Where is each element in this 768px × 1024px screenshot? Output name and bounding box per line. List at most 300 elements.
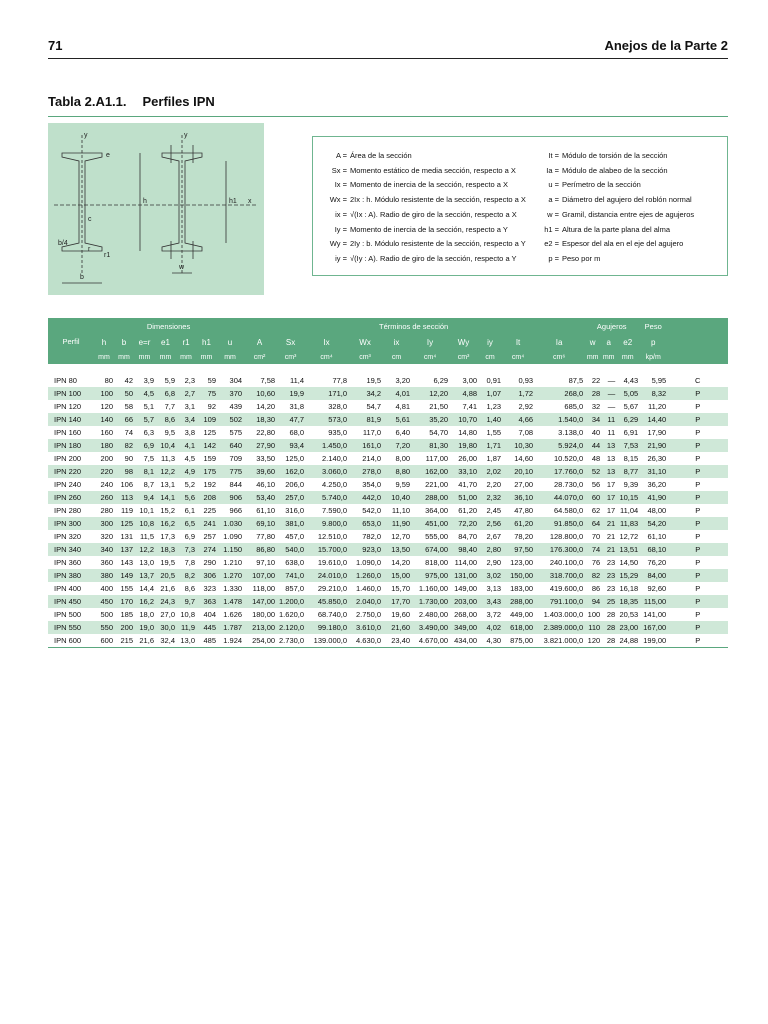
table-cell: 180 (94, 439, 114, 452)
profile-name-cell: IPN 260 (48, 491, 94, 504)
table-cell: 100 (94, 387, 114, 400)
table-cell: 241 (196, 517, 217, 530)
table-cell: 1.270 (217, 569, 243, 582)
table-cell: 323 (203, 584, 216, 593)
table-cell: 381,0 (276, 517, 305, 530)
table-row (48, 413, 728, 426)
table-cell: 3,00 (462, 376, 478, 385)
table-cell: 3.060,0 (305, 465, 348, 478)
table-cell: 20,53 (619, 610, 639, 619)
table-cell: 3,1 (184, 402, 195, 411)
table-cell: 316,0 (285, 506, 305, 515)
table-row (48, 621, 728, 634)
table-cell: 23 (606, 584, 616, 593)
table-cell: 39,60 (243, 465, 276, 478)
column-symbol: Sx (276, 335, 305, 350)
column-unit: kp/m (639, 350, 667, 364)
table-cell: 117,00 (425, 454, 449, 463)
table-cell: — (607, 376, 616, 385)
table-cell: 10.520,0 (553, 454, 584, 463)
table-cell: 14,4 (139, 584, 154, 593)
table-cell: 6,40 (395, 428, 411, 437)
table-cell: 370 (217, 387, 243, 400)
table-cell: 98 (114, 465, 134, 478)
table-cell: 48 (591, 454, 601, 463)
table-cell: 61,10 (256, 506, 276, 515)
table-cell: 114,00 (454, 558, 478, 567)
table-cell: 15,00 (382, 569, 411, 582)
diagram-label: b (80, 274, 84, 281)
table-cell: 75 (196, 387, 217, 400)
table-cell: 10,1 (139, 506, 154, 515)
table-cell: 318.700,0 (534, 569, 584, 582)
table-cell: 935,0 (328, 428, 348, 437)
column-symbol: h1 (196, 335, 217, 350)
title-rule (48, 116, 728, 117)
table-cell: 404 (203, 610, 216, 619)
table-cell: 268,00 (454, 610, 478, 619)
table-cell: 56 (591, 480, 601, 489)
legend-item: A = Área de la sección (335, 151, 412, 160)
table-cell: 77,80 (256, 532, 276, 541)
unit-header-row (48, 350, 728, 364)
symbol-legend (312, 136, 728, 276)
table-cell: 161,0 (348, 439, 382, 452)
column-unit: cm³ (276, 350, 305, 364)
table-cell: 41,70 (458, 480, 478, 489)
table-cell: 54,7 (366, 402, 382, 411)
table-cell: 2.480,00 (418, 610, 449, 619)
table-cell: 5.740,0 (305, 491, 348, 504)
table-cell: 7,5 (143, 454, 154, 463)
table-cell: 58 (124, 402, 133, 411)
table-cell: 13,0 (176, 634, 196, 648)
table-cell: 4,66 (502, 413, 534, 426)
table-cell: 21,6 (160, 584, 175, 593)
table-cell: P (667, 387, 728, 400)
table-cell: 11,5 (139, 532, 154, 541)
table-cell: 2,67 (486, 532, 502, 541)
table-cell: 906 (217, 491, 243, 504)
table-cell: 445 (196, 621, 217, 634)
table-cell: 23,40 (382, 634, 411, 648)
table-cell: 290 (203, 558, 216, 567)
table-cell: 19.610,0 (317, 558, 348, 567)
table-cell: 113 (114, 491, 134, 504)
table-cell: 42 (124, 376, 133, 385)
table-cell: 199,00 (639, 634, 667, 648)
table-cell: 4,9 (176, 465, 196, 478)
table-cell: 8,00 (395, 454, 411, 463)
table-cell: 9.800,0 (305, 517, 348, 530)
table-cell: 214,0 (362, 454, 382, 463)
legend-item: iy = √(Iy : A). Radio de giro de la sección, respecto a Y (335, 253, 517, 263)
table-row (48, 400, 728, 413)
legend-item: Sx = Momento estático de media sección, respecto a X (331, 165, 516, 175)
table-cell: 147,00 (243, 595, 276, 608)
table-cell: 80 (104, 376, 113, 385)
table-cell: 4,02 (478, 621, 502, 634)
diagram-label: x (248, 198, 252, 205)
table-cell: 82 (114, 439, 134, 452)
table-cell: 139.000,0 (305, 634, 348, 648)
column-unit: mm (176, 350, 196, 364)
table-cell: 2,32 (478, 491, 502, 504)
table-cell: 10,70 (449, 413, 478, 426)
table-cell: 170 (114, 595, 134, 608)
table-cell: 2,56 (478, 517, 502, 530)
table-cell: 19,0 (134, 621, 155, 634)
table-row (48, 387, 728, 400)
table-cell: P (667, 634, 728, 648)
table-row (48, 491, 728, 504)
table-cell: 4.670,00 (411, 634, 449, 648)
column-symbol: p (639, 335, 667, 350)
table-cell: 6,29 (433, 376, 449, 385)
table-cell: 13,1 (160, 480, 175, 489)
table-cell: 320 (100, 532, 113, 541)
column-symbol: a (601, 335, 616, 350)
table-cell: 4.250,0 (322, 480, 348, 489)
table-cell: 131 (120, 532, 133, 541)
table-cell: 288,00 (502, 595, 534, 608)
diagram-label: e (106, 152, 110, 159)
table-cell: P (695, 584, 701, 593)
table-cell: 782,0 (362, 532, 382, 541)
column-unit: mm (584, 350, 601, 364)
table-cell: 857,0 (285, 584, 305, 593)
table-cell: 24,3 (155, 595, 176, 608)
table-cell: 9,7 (176, 595, 196, 608)
table-cell: 3,8 (184, 428, 195, 437)
table-cell: 59 (207, 376, 216, 385)
profile-name-cell: IPN 80 (54, 376, 77, 385)
table-cell: 171,0 (305, 387, 348, 400)
table-cell: 775 (217, 465, 243, 478)
table-cell: 10,4 (155, 439, 176, 452)
table-body (48, 374, 728, 648)
table-cell: 10,15 (616, 491, 639, 504)
column-unit: cm³ (449, 350, 478, 364)
table-cell: 97,10 (256, 558, 276, 567)
table-cell: 20,10 (502, 465, 534, 478)
table-cell: 90 (124, 454, 133, 463)
table-cell: 1.090,0 (356, 558, 382, 567)
table-row (48, 426, 728, 439)
table-cell: 8,32 (639, 387, 667, 400)
table-cell: 1.260,0 (348, 569, 382, 582)
table-cell: 8,15 (623, 454, 639, 463)
table-cell: 14,80 (458, 428, 478, 437)
table-cell: 288,00 (411, 491, 449, 504)
table-label: Tabla 2.A1.1. (48, 94, 127, 109)
table-cell: 3,72 (486, 610, 502, 619)
table-cell: 11,20 (648, 402, 667, 411)
table-cell: 1.210 (223, 558, 243, 567)
column-symbol: Ia (534, 335, 584, 350)
table-cell: 19,5 (366, 376, 382, 385)
table-cell: 32,4 (155, 634, 176, 648)
legend-item: Wy = 2Iy : b. Módulo resistente de la sección, respecto a Y (329, 239, 526, 249)
table-cell: 28 (601, 621, 616, 634)
table-cell: 1.090 (223, 532, 243, 541)
table-cell: 92,60 (647, 584, 667, 593)
table-cell: 225 (203, 506, 216, 515)
table-cell: 48,00 (647, 506, 667, 515)
table-cell: P (695, 454, 701, 463)
table-row (48, 439, 728, 452)
table-cell: 4,88 (449, 387, 478, 400)
table-cell: P (667, 439, 728, 452)
table-cell: 240 (100, 480, 113, 489)
table-cell: 1.200,0 (276, 595, 305, 608)
profile-name-cell: IPN 100 (48, 387, 94, 400)
diagram-label: y (84, 132, 88, 139)
table-cell: 11,90 (382, 517, 411, 530)
table-cell: 1.030 (217, 517, 243, 530)
table-cell: 13 (601, 465, 616, 478)
table-cell: 2.389.000,0 (534, 621, 584, 634)
table-cell: 709 (229, 454, 243, 463)
diagram-label: r (88, 246, 91, 253)
table-cell: 17,70 (382, 595, 411, 608)
table-cell: 13 (606, 454, 616, 463)
table-cell: 364,00 (425, 506, 449, 515)
table-row (48, 543, 728, 556)
group-peso: Peso (639, 318, 667, 335)
column-symbol: Iy (411, 335, 449, 350)
table-cell: C (695, 376, 701, 385)
table-cell: 540,0 (276, 543, 305, 556)
table-cell: 26,00 (458, 454, 478, 463)
table-cell: P (695, 480, 701, 489)
legend-item: It = Módulo de torsión de la sección (548, 151, 668, 160)
table-cell: 200 (100, 454, 113, 463)
table-row (48, 452, 728, 465)
table-cell: 400 (100, 584, 113, 593)
column-unit: cm⁴ (305, 350, 348, 364)
table-cell: 82 (584, 569, 601, 582)
diagram-label: b/4 (58, 240, 68, 247)
table-cell: 818,00 (425, 558, 449, 567)
table-cell: 674,00 (411, 543, 449, 556)
table-cell: 257 (203, 532, 216, 541)
column-symbol: w (584, 335, 601, 350)
page-header (48, 38, 728, 59)
table-cell: 304 (229, 376, 243, 385)
table-cell: P (695, 532, 701, 541)
table-cell: 1,55 (486, 428, 502, 437)
table-cell: 11,3 (160, 454, 175, 463)
table-cell: 14,20 (256, 402, 276, 411)
table-cell: 2,3 (184, 376, 195, 385)
table-cell: P (695, 610, 701, 619)
table-cell: 11,83 (616, 517, 639, 530)
table-cell: 215 (114, 634, 134, 648)
i-beam-drawing (48, 123, 264, 295)
table-cell: 28 (606, 610, 616, 619)
table-cell: 685,0 (564, 402, 584, 411)
table-cell: 21,50 (429, 402, 449, 411)
table-cell: 123,00 (510, 558, 534, 567)
table-cell: 451,00 (411, 517, 449, 530)
table-cell: 21 (601, 517, 616, 530)
table-cell: 3.821.000,0 (534, 634, 584, 648)
section-title: Anejos de la Parte 2 (604, 38, 728, 53)
table-cell: 183,00 (510, 584, 534, 593)
table-cell: 274 (196, 543, 217, 556)
table-cell: 77,8 (332, 376, 348, 385)
table-cell: 8,2 (176, 569, 196, 582)
table-row (48, 634, 728, 648)
table-cell: 74 (584, 543, 601, 556)
table-cell: 2,92 (518, 402, 534, 411)
table-cell: 86 (591, 584, 601, 593)
legend-left-column (321, 149, 541, 267)
table-cell: P (667, 569, 728, 582)
table-cell: 23 (601, 569, 616, 582)
table-cell: 2,02 (478, 465, 502, 478)
group-terminos: Términos de sección (243, 318, 584, 335)
table-cell: 1.460,0 (356, 584, 382, 593)
table-cell: P (667, 595, 728, 608)
table-cell: 33,50 (256, 454, 276, 463)
diagram-label: r1 (104, 252, 111, 259)
table-cell: 128.800,0 (549, 532, 584, 541)
table-cell: 29.210,0 (317, 584, 348, 593)
table-cell: 254,00 (243, 634, 276, 648)
table-cell: 21,6 (134, 634, 155, 648)
table-cell: 2,7 (176, 387, 196, 400)
table-cell: 4.630,0 (348, 634, 382, 648)
table-cell: 25 (601, 595, 616, 608)
table-cell: 137 (114, 543, 134, 556)
table-cell: 92 (207, 402, 216, 411)
table-cell: 10,60 (243, 387, 276, 400)
table-cell: 118,00 (252, 584, 276, 593)
table-cell: 1.924 (217, 634, 243, 648)
table-cell: 1,71 (478, 439, 502, 452)
diagram-label: y (184, 132, 188, 139)
table-cell: 8,1 (134, 465, 155, 478)
table-cell: 62 (591, 506, 601, 515)
table-cell: 125 (114, 517, 134, 530)
table-cell: 7,53 (616, 439, 639, 452)
table-cell: 17,3 (160, 532, 175, 541)
table-cell: 86,80 (243, 543, 276, 556)
table-cell: 7,41 (462, 402, 478, 411)
table-cell: 6,5 (176, 517, 196, 530)
table-cell: 550 (94, 621, 114, 634)
legend-right-column (535, 149, 725, 267)
table-cell: P (695, 402, 701, 411)
col-perfil: Perfil (48, 318, 94, 364)
table-cell: 3.490,00 (411, 621, 449, 634)
profile-name-cell: IPN 400 (54, 584, 82, 593)
column-unit: cm³ (348, 350, 382, 364)
column-symbol: ix (382, 335, 411, 350)
profile-name-cell: IPN 180 (48, 439, 94, 452)
profile-name-cell: IPN 240 (54, 480, 82, 489)
diagram-label: h (143, 198, 147, 205)
table-row (48, 569, 728, 582)
table-cell: 555,00 (425, 532, 449, 541)
table-cell: 439 (229, 402, 243, 411)
table-cell: 76,20 (647, 558, 667, 567)
page-number: 71 (48, 38, 63, 53)
table-cell: 1.787 (217, 621, 243, 634)
column-unit: mm (196, 350, 217, 364)
table-cell: 11 (607, 428, 616, 437)
table-cell: 2.040,0 (348, 595, 382, 608)
table-cell: 12,2 (134, 543, 155, 556)
table-cell: 31,10 (639, 465, 667, 478)
table-cell: 34,2 (348, 387, 382, 400)
table-cell: 450 (94, 595, 114, 608)
table-cell: 41,90 (639, 491, 667, 504)
table-cell: 10,8 (180, 610, 195, 619)
table-cell: 143 (120, 558, 133, 567)
column-symbol: Ix (305, 335, 348, 350)
table-cell: P (667, 465, 728, 478)
table-cell: 12,20 (411, 387, 449, 400)
column-unit: mm (134, 350, 155, 364)
table-cell: 109 (196, 413, 217, 426)
table-row (48, 478, 728, 491)
table-cell: 14,60 (514, 454, 534, 463)
table-cell: 1.620,0 (279, 610, 305, 619)
table-cell: 9,39 (623, 480, 639, 489)
table-cell: 14,20 (391, 558, 411, 567)
table-cell: 844 (229, 480, 243, 489)
table-row (48, 556, 728, 569)
table-cell: 15,70 (391, 584, 411, 593)
profile-name-cell: IPN 500 (54, 610, 82, 619)
table-cell: 434,00 (449, 634, 478, 648)
table-cell: 28.730,0 (553, 480, 584, 489)
table-cell: 17,90 (647, 428, 667, 437)
diagram-label: c (88, 216, 92, 223)
table-cell: 120 (584, 634, 601, 648)
table-cell: 875,00 (502, 634, 534, 648)
table-cell: 155 (120, 584, 133, 593)
table-cell: 5.924,0 (534, 439, 584, 452)
table-cell: 5,95 (651, 376, 667, 385)
table-row (48, 595, 728, 608)
column-symbol: iy (478, 335, 502, 350)
column-unit: mm (601, 350, 616, 364)
table-cell: 18,35 (616, 595, 639, 608)
column-symbol: It (502, 335, 534, 350)
table-cell: 1.150 (217, 543, 243, 556)
table-cell: 4,5 (134, 387, 155, 400)
table-cell: 638,0 (285, 558, 305, 567)
table-cell: 12,70 (391, 532, 411, 541)
table-cell: 15,29 (616, 569, 639, 582)
column-symbol: Wy (449, 335, 478, 350)
table-cell: 923,0 (348, 543, 382, 556)
table-cell: P (695, 506, 701, 515)
table-cell: 328,0 (328, 402, 348, 411)
table-cell: 457,0 (285, 532, 305, 541)
table-cell: 33,10 (449, 465, 478, 478)
table-cell: 3,4 (176, 413, 196, 426)
table-cell: 28 (601, 634, 616, 648)
table-cell: 36,20 (647, 480, 667, 489)
table-cell: 60 (584, 491, 601, 504)
table-cell: 13,50 (382, 543, 411, 556)
table-cell: 35,20 (411, 413, 449, 426)
